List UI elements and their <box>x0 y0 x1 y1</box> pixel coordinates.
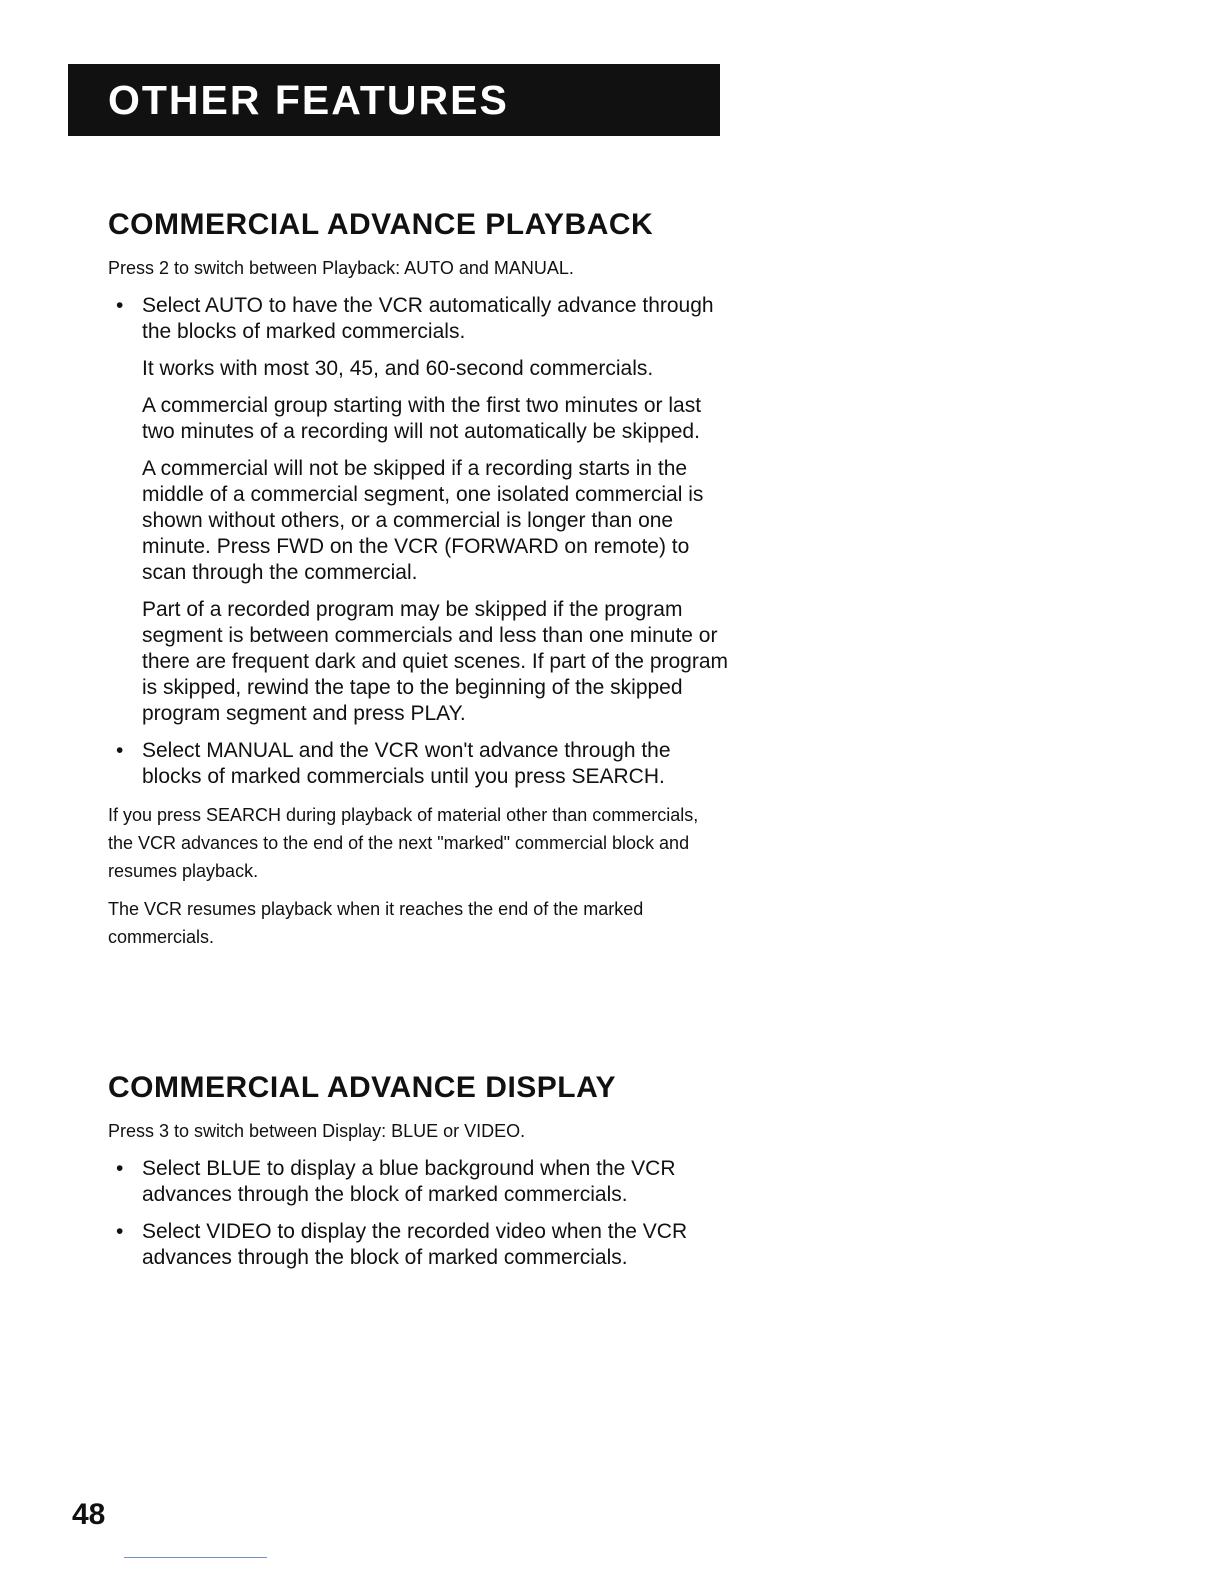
bullet-manual <box>108 738 728 790</box>
bullet-auto <box>108 293 728 727</box>
playback-intro: Press 2 to switch between Playback: AUTO and MANUAL. <box>108 258 574 278</box>
bullet-blue <box>108 1156 728 1208</box>
page-number: 48 <box>72 1498 106 1531</box>
auto-paragraph-3: A commercial group starting with the first two minutes or last two minutes of a recording will not automatically be skipped. <box>142 394 702 443</box>
auto-paragraph-2: It works with most 30, 45, and 60-second commercials. <box>142 357 654 380</box>
video-paragraph: Select VIDEO to display the recorded video when the VCR advances through the block of marked commercials. <box>142 1220 688 1269</box>
bullet-dot-icon: • <box>116 1220 124 1243</box>
bullet-video <box>108 1219 728 1271</box>
commercial-advance-playback-section <box>108 205 728 961</box>
auto-paragraph-1: Select AUTO to have the VCR automatically advance through the blocks of marked commercials. <box>142 294 714 343</box>
bullet-dot-icon: • <box>116 1157 124 1180</box>
auto-paragraph-4: A commercial will not be skipped if a recording starts in the middle of a commercial segment, one isolated commercial is shown without others, or a commercial is longer than one minute. Press FWD on the VCR (FORWARD on remote) to scan through the commercial. <box>142 457 704 584</box>
blue-paragraph: Select BLUE to display a blue background when the VCR advances through the block of marked commercials. <box>142 1157 676 1206</box>
bullet-dot-icon: • <box>116 294 124 317</box>
banner-title: OTHER FEATURES <box>108 77 509 123</box>
resume-note: The VCR resumes playback when it reaches the end of the marked commercials. <box>108 899 644 947</box>
auto-paragraph-5: Part of a recorded program may be skipped if the program segment is between commercials and less than one minute or there are frequent dark and quiet scenes. If part of the program is skipped, rewind the tape to the beginning of the skipped program segment and press PLAY. <box>142 598 729 725</box>
display-intro: Press 3 to switch between Display: BLUE or VIDEO. <box>108 1121 526 1141</box>
commercial-advance-display-section <box>108 1068 728 1282</box>
manual-paragraph: Select MANUAL and the VCR won't advance through the blocks of marked commercials until you press SEARCH. <box>142 739 671 788</box>
section-heading-playback: COMMERCIAL ADVANCE PLAYBACK <box>108 208 654 241</box>
bullet-dot-icon: • <box>116 739 124 762</box>
search-note: If you press SEARCH during playback of material other than commercials, the VCR advances to the end of the next "marked" commercial block and resumes playback. <box>108 805 699 881</box>
section-heading-display: COMMERCIAL ADVANCE DISPLAY <box>108 1071 617 1104</box>
section-banner <box>68 64 720 136</box>
footer-rule <box>124 1557 267 1558</box>
